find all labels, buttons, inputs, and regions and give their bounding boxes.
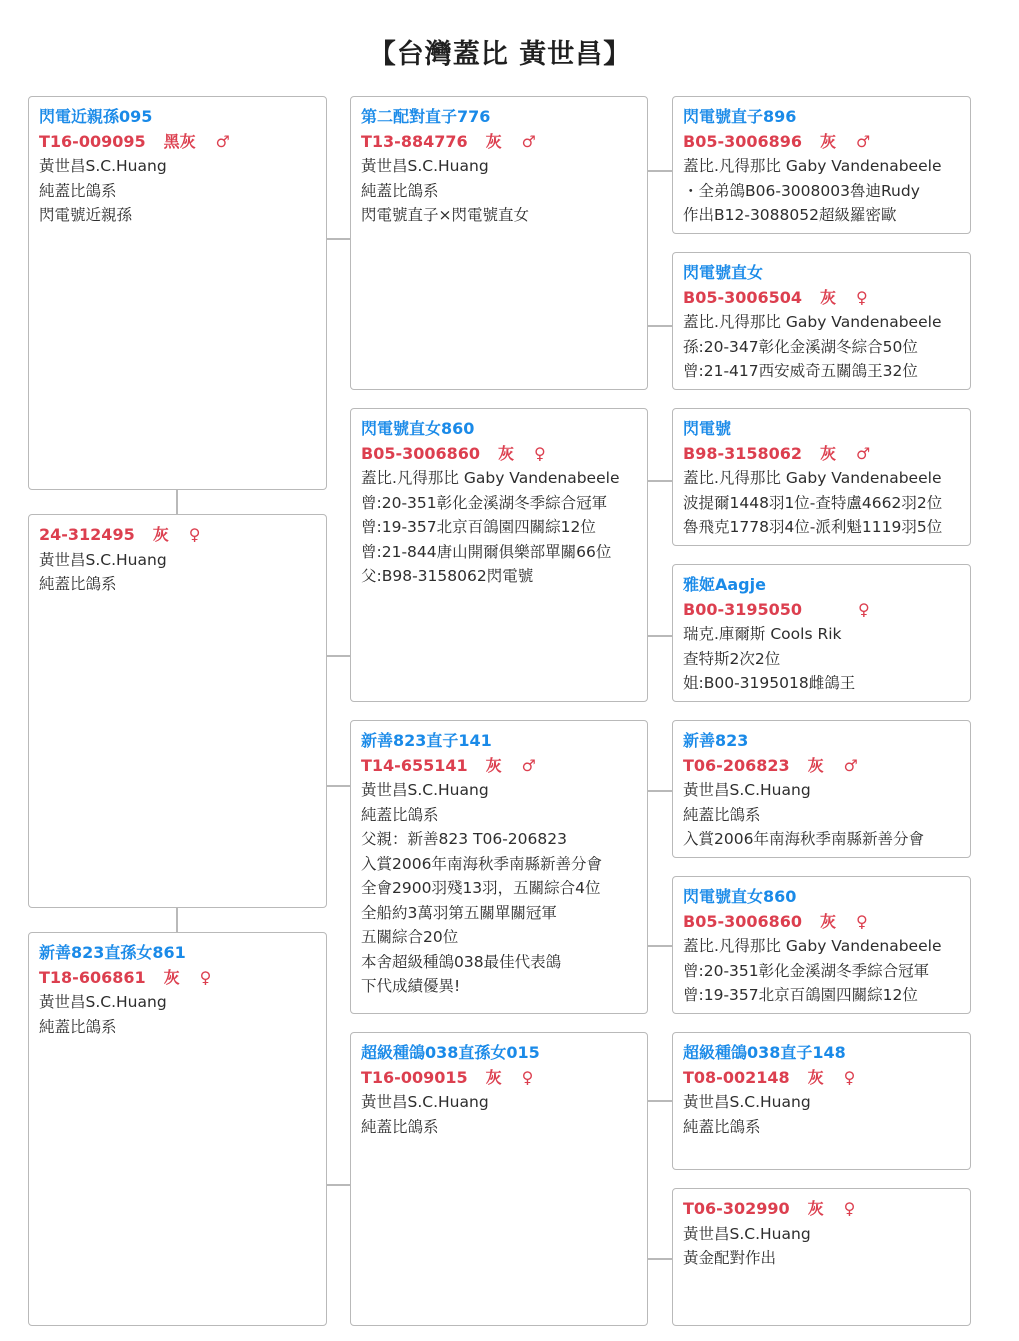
info-line: 蓋比.凡得那比 Gaby Vandenabeele — [361, 469, 620, 487]
info-line: 蓋比.凡得那比 Gaby Vandenabeele — [683, 469, 942, 487]
connector — [647, 325, 672, 327]
ring-number: B05-3006896 — [683, 131, 803, 151]
info-line: 曾:19-357北京百鴿園四關綜12位 — [361, 518, 596, 536]
info-line: 曾:20-351彰化金溪湖冬季綜合冠軍 — [683, 961, 930, 980]
pigeon-ring-row — [361, 754, 637, 779]
pigeon-color: 灰 — [485, 1067, 502, 1087]
pigeon-color: 灰 — [807, 755, 824, 775]
pigeon-name: 閃電號直子896 — [683, 107, 797, 126]
pigeon-name: 新善823 — [683, 731, 749, 750]
female-icon: ♀ — [843, 1199, 856, 1218]
pigeon-card-g3-dam — [350, 1032, 648, 1326]
pigeon-card-c5 — [672, 720, 971, 858]
info-line: 蓋比.凡得那比 Gaby Vandenabeele — [683, 313, 942, 331]
female-icon: ♀ — [521, 1067, 534, 1087]
pigeon-card-g2-sire — [350, 96, 648, 390]
info-line: 蓋比.凡得那比 Gaby Vandenabeele — [683, 937, 942, 955]
pigeon-name: 閃電號直女860 — [361, 419, 475, 438]
pigeon-name: 閃電號直女 — [683, 263, 764, 282]
connector — [647, 945, 672, 947]
info-line: 父:B98-3158062閃電號 — [361, 567, 534, 585]
info-line: 黃世昌S.C.Huang — [39, 157, 167, 175]
info-line: 蓋比.凡得那比 Gaby Vandenabeele — [683, 157, 942, 175]
info-line: 黃金配對作出 — [683, 1249, 777, 1267]
pigeon-name: 第二配對直子776 — [361, 107, 491, 126]
info-line: 純蓋比鴿系 — [39, 1017, 117, 1036]
female-icon: ♀ — [856, 911, 868, 931]
pigeon-color: 灰 — [485, 755, 502, 775]
connector — [647, 480, 672, 482]
connector — [176, 907, 178, 932]
pigeon-name: 閃電號直女860 — [683, 887, 797, 906]
pigeon-color: 灰 — [820, 131, 837, 151]
ring-number: T06-206823 — [683, 755, 790, 775]
pigeon-ring-row — [683, 754, 960, 779]
connector — [326, 785, 350, 787]
pigeon-name: 新善823直孫女861 — [39, 943, 186, 962]
info-line: 純蓋比鴿系 — [683, 1117, 761, 1136]
female-icon: ♀ — [856, 287, 868, 307]
female-icon: ♀ — [534, 443, 546, 463]
pigeon-card-dam — [28, 514, 327, 908]
pigeon-ring-row — [361, 130, 637, 155]
female-icon: ♀ — [188, 525, 201, 544]
page-title: 【台灣蓋比 黃世昌】 — [368, 39, 632, 70]
info-line: 純蓋比鴿系 — [361, 805, 439, 824]
pigeon-ring-row — [683, 1066, 960, 1091]
connector — [326, 655, 350, 657]
info-line: 曾:21-417西安威奇五關鴿王32位 — [683, 362, 918, 380]
info-line: 波提爾1448羽1位-查特盧4662羽2位 — [683, 493, 943, 512]
pigeon-color: 灰 — [807, 1067, 824, 1087]
pigeon-ring-row — [683, 442, 960, 467]
info-line: 純蓋比鴿系 — [39, 575, 117, 593]
info-line: 查特斯2次2位 — [683, 649, 781, 668]
ring-number: B05-3006860 — [683, 911, 803, 931]
ring-number: 24-312495 — [39, 525, 135, 544]
pigeon-name: 閃電近親孫095 — [39, 107, 153, 126]
info-line: 黃世昌S.C.Huang — [361, 1093, 489, 1111]
female-icon: ♀ — [843, 1067, 856, 1087]
info-line: 黃世昌S.C.Huang — [683, 1093, 811, 1111]
info-line: 曾:19-357北京百鴿園四關綜12位 — [683, 986, 918, 1004]
pigeon-color: 灰 — [807, 1199, 824, 1218]
ring-number: B00-3195050 — [683, 599, 803, 619]
male-icon: ♂ — [856, 443, 871, 463]
pigeon-color: 灰 — [163, 967, 180, 987]
info-line: 瑞克.庫爾斯 Cools Rik — [683, 625, 842, 643]
info-line: 姐:B00-3195018雌鴿王 — [683, 674, 856, 692]
info-line: 下代成績優異! — [361, 977, 461, 995]
female-icon: ♀ — [199, 967, 212, 987]
info-line: 曾:20-351彰化金溪湖冬季綜合冠軍 — [361, 493, 608, 512]
ring-number: B05-3006504 — [683, 287, 803, 307]
ring-number: T16-009095 — [39, 131, 146, 151]
pigeon-card-g2-dam — [350, 408, 648, 702]
pigeon-color: 灰 — [485, 131, 502, 151]
connector — [326, 1184, 350, 1186]
pigeon-card-c3 — [672, 408, 971, 546]
info-line: 閃電號近親孫 — [39, 206, 133, 224]
ring-number: T08-002148 — [683, 1067, 790, 1087]
pigeon-color: 灰 — [498, 443, 515, 463]
connector — [647, 1100, 672, 1102]
info-line: 黃世昌S.C.Huang — [39, 993, 167, 1011]
pigeon-card-c4 — [672, 564, 971, 702]
ring-number: T18-606861 — [39, 967, 146, 987]
info-line: 五關綜合20位 — [361, 928, 459, 946]
info-line: 黃世昌S.C.Huang — [39, 550, 167, 569]
pigeon-color: 灰 — [820, 443, 837, 463]
pigeon-ring-row — [39, 966, 316, 991]
info-line: 純蓋比鴿系 — [683, 805, 761, 824]
connector — [326, 238, 350, 240]
ring-number: T06-302990 — [683, 1199, 790, 1218]
pigeon-ring-row — [39, 130, 316, 155]
pigeon-card-c6 — [672, 876, 971, 1014]
info-line: 魯飛克1778羽4位-派利魁1119羽5位 — [683, 518, 943, 536]
info-line: 黃世昌S.C.Huang — [361, 781, 489, 799]
info-line: 黃世昌S.C.Huang — [361, 157, 489, 175]
pigeon-card-subject — [28, 96, 327, 490]
pigeon-ring-row — [683, 1197, 960, 1222]
info-line: 閃電號直子×閃電號直女 — [361, 206, 529, 224]
connector — [647, 635, 672, 637]
pigeon-color: 灰 — [152, 525, 169, 544]
ring-number: B98-3158062 — [683, 443, 803, 463]
ring-number: T16-009015 — [361, 1067, 468, 1087]
female-icon: ♀ — [858, 599, 870, 619]
info-line: 純蓋比鴿系 — [361, 181, 439, 200]
connector — [647, 1258, 672, 1260]
pigeon-color: 黑灰 — [163, 131, 196, 151]
info-line: 黃世昌S.C.Huang — [683, 781, 811, 799]
info-line: 純蓋比鴿系 — [39, 181, 117, 200]
pigeon-ring-row — [683, 286, 960, 311]
pigeon-card-c2 — [672, 252, 971, 390]
pigeon-ring-row — [39, 523, 316, 548]
male-icon: ♂ — [843, 755, 858, 775]
info-line: 曾:21-844唐山開爾俱樂部單關66位 — [361, 542, 612, 561]
info-line: 入賞2006年南海秋季南縣新善分會 — [683, 830, 924, 848]
info-line: 全船約3萬羽第五關單關冠軍 — [361, 903, 557, 922]
ring-number: T14-655141 — [361, 755, 468, 775]
connector — [647, 170, 672, 172]
pigeon-ring-row — [683, 910, 960, 935]
pigeon-ring-row — [361, 442, 637, 467]
pigeon-color: 灰 — [820, 911, 837, 931]
ring-number: T13-884776 — [361, 131, 468, 151]
pigeon-card-c7 — [672, 1032, 971, 1170]
pigeon-card-c8 — [672, 1188, 971, 1326]
male-icon: ♂ — [521, 131, 536, 151]
pigeon-color: 灰 — [820, 287, 837, 307]
connector — [647, 790, 672, 792]
male-icon: ♂ — [856, 131, 871, 151]
pigeon-name: 新善823直子141 — [361, 731, 492, 750]
info-line: 父親：新善823 T06-206823 — [361, 830, 567, 848]
pigeon-card-c1 — [672, 96, 971, 234]
pigeon-name: 閃電號 — [683, 419, 732, 438]
pigeon-card-g3-sire — [350, 720, 648, 1014]
pigeon-name: 雅姬Aagje — [683, 575, 766, 594]
pigeon-ring-row — [683, 598, 960, 623]
info-line: 黃世昌S.C.Huang — [683, 1224, 811, 1243]
info-line: 純蓋比鴿系 — [361, 1117, 439, 1136]
pigeon-name: 超級種鴿038直子148 — [683, 1043, 846, 1062]
male-icon: ♂ — [215, 131, 230, 151]
connector — [176, 489, 178, 514]
info-line: 入賞2006年南海秋季南縣新善分會 — [361, 854, 602, 873]
pigeon-card-granddam — [28, 932, 327, 1326]
pigeon-ring-row — [361, 1066, 637, 1091]
info-line: 作出B12-3088052超級羅密歐 — [683, 206, 897, 224]
pigeon-name: 超級種鴿038直孫女015 — [361, 1043, 540, 1062]
info-line: 孫:20-347彰化金溪湖冬綜合50位 — [683, 337, 918, 356]
male-icon: ♂ — [521, 755, 536, 775]
pigeon-ring-row — [683, 130, 960, 155]
ring-number: B05-3006860 — [361, 443, 481, 463]
info-line: ・全弟鴿B06-3008003魯迪Rudy — [683, 181, 920, 200]
info-line: 本舍超級種鴿038最佳代表鴿 — [361, 952, 562, 971]
info-line: 全會2900羽殘13羽，五關綜合4位 — [361, 879, 601, 897]
